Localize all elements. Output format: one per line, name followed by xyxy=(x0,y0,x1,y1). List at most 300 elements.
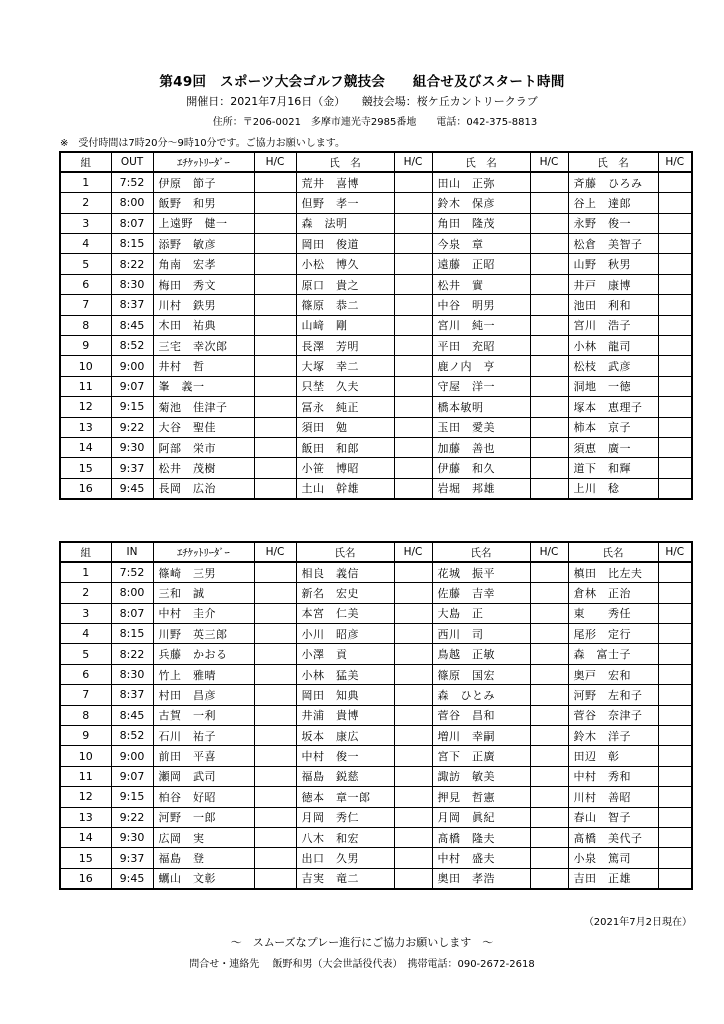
group-number-cell: 3 xyxy=(60,603,111,623)
handicap-cell xyxy=(394,458,432,478)
handicap-cell xyxy=(254,827,296,847)
handicap-cell xyxy=(394,376,432,396)
table-row xyxy=(60,437,692,457)
player-name-cell: 井戸 康博 xyxy=(568,274,658,294)
column-header: H/C xyxy=(254,542,296,562)
column-header: 氏 名 xyxy=(568,152,658,172)
handicap-cell xyxy=(394,644,432,664)
leader-name-cell: 前田 平喜 xyxy=(153,746,254,766)
table-row xyxy=(60,213,692,233)
tee-time-cell: 8:45 xyxy=(111,705,153,725)
event-date-venue: 開催日：2021年7月16日（金） 競技会場：桜ケ丘カントリークラブ xyxy=(186,95,538,108)
player-name-cell: 大塚 幸二 xyxy=(296,356,394,376)
table-row xyxy=(60,417,692,437)
group-number-cell: 16 xyxy=(60,868,111,888)
leader-name-cell: 松井 茂樹 xyxy=(153,458,254,478)
handicap-cell xyxy=(658,705,692,725)
player-name-cell: 井浦 貴博 xyxy=(296,705,394,725)
player-name-cell: 吉田 正雄 xyxy=(568,868,658,888)
group-number-cell: 12 xyxy=(60,787,111,807)
handicap-cell xyxy=(254,807,296,827)
group-number-cell: 4 xyxy=(60,234,111,254)
leader-name-cell: 峯 義一 xyxy=(153,376,254,396)
tee-time-cell: 9:22 xyxy=(111,807,153,827)
tee-time-cell: 7:52 xyxy=(111,172,153,192)
handicap-cell xyxy=(394,397,432,417)
handicap-cell xyxy=(530,787,568,807)
handicap-cell xyxy=(530,213,568,233)
handicap-cell xyxy=(254,458,296,478)
table-row xyxy=(60,193,692,213)
group-number-cell: 2 xyxy=(60,193,111,213)
leader-name-cell: 竹上 雅晴 xyxy=(153,664,254,684)
handicap-cell xyxy=(254,766,296,786)
tee-time-cell: 8:52 xyxy=(111,336,153,356)
player-name-cell: 東 秀任 xyxy=(568,603,658,623)
column-header: 氏名 xyxy=(432,542,530,562)
player-name-cell: 本宮 仁美 xyxy=(296,603,394,623)
player-name-cell: 尾形 定行 xyxy=(568,624,658,644)
handicap-cell xyxy=(394,234,432,254)
group-number-cell: 15 xyxy=(60,848,111,868)
handicap-cell xyxy=(658,746,692,766)
handicap-cell xyxy=(254,583,296,603)
column-header: 氏 名 xyxy=(296,152,394,172)
leader-name-cell: 蠣山 文彰 xyxy=(153,868,254,888)
group-number-cell: 8 xyxy=(60,315,111,335)
handicap-cell xyxy=(254,603,296,623)
player-name-cell: 中村 盛夫 xyxy=(432,848,530,868)
table-row xyxy=(60,848,692,868)
tee-time-cell: 9:37 xyxy=(111,458,153,478)
tee-time-cell: 9:00 xyxy=(111,746,153,766)
column-header: 氏名 xyxy=(568,542,658,562)
handicap-cell xyxy=(530,624,568,644)
handicap-cell xyxy=(530,685,568,705)
in-table-body xyxy=(60,562,692,888)
handicap-cell xyxy=(254,705,296,725)
column-header: 氏名 xyxy=(296,542,394,562)
table-row xyxy=(60,827,692,847)
tee-time-cell: 8:00 xyxy=(111,193,153,213)
player-name-cell: 只埜 久夫 xyxy=(296,376,394,396)
handicap-cell xyxy=(254,562,296,582)
player-name-cell: 奥戸 宏和 xyxy=(568,664,658,684)
table-row xyxy=(60,478,692,498)
player-name-cell: 西川 司 xyxy=(432,624,530,644)
handicap-cell xyxy=(394,315,432,335)
player-name-cell: 須恵 廣一 xyxy=(568,437,658,457)
leader-name-cell: 井村 哲 xyxy=(153,356,254,376)
handicap-cell xyxy=(394,624,432,644)
tee-time-cell: 8:52 xyxy=(111,726,153,746)
handicap-cell xyxy=(254,685,296,705)
handicap-cell xyxy=(394,213,432,233)
leader-name-cell: 長岡 広治 xyxy=(153,478,254,498)
handicap-cell xyxy=(394,726,432,746)
handicap-cell xyxy=(254,437,296,457)
tee-time-cell: 9:30 xyxy=(111,827,153,847)
column-header: 組 xyxy=(60,152,111,172)
player-name-cell: 松枝 武彦 xyxy=(568,356,658,376)
player-name-cell: 伊藤 和久 xyxy=(432,458,530,478)
column-header: H/C xyxy=(658,542,692,562)
group-number-cell: 7 xyxy=(60,295,111,315)
group-number-cell: 9 xyxy=(60,726,111,746)
handicap-cell xyxy=(254,397,296,417)
leader-name-cell: 篠崎 三男 xyxy=(153,562,254,582)
leader-name-cell: 村田 昌彦 xyxy=(153,685,254,705)
handicap-cell xyxy=(254,193,296,213)
player-name-cell: 菅谷 奈津子 xyxy=(568,705,658,725)
group-number-cell: 2 xyxy=(60,583,111,603)
player-name-cell: 八木 和宏 xyxy=(296,827,394,847)
handicap-cell xyxy=(394,356,432,376)
handicap-cell xyxy=(658,193,692,213)
player-name-cell: 鹿ノ内 亨 xyxy=(432,356,530,376)
page-title: 第49回 スポーツ大会ゴルフ競技会 組合せ及びスタート時間 xyxy=(159,74,565,90)
player-name-cell: 篠原 国宏 xyxy=(432,664,530,684)
leader-name-cell: 柏谷 好昭 xyxy=(153,787,254,807)
player-name-cell: 福島 鋭慈 xyxy=(296,766,394,786)
player-name-cell: 倉林 正治 xyxy=(568,583,658,603)
handicap-cell xyxy=(658,664,692,684)
handicap-cell xyxy=(254,172,296,192)
leader-name-cell: 添野 敏彦 xyxy=(153,234,254,254)
tee-time-cell: 9:22 xyxy=(111,417,153,437)
leader-name-cell: 瀬岡 武司 xyxy=(153,766,254,786)
player-name-cell: 但野 孝一 xyxy=(296,193,394,213)
player-name-cell: 髙橋 隆夫 xyxy=(432,827,530,847)
group-number-cell: 6 xyxy=(60,664,111,684)
player-name-cell: 柿本 京子 xyxy=(568,417,658,437)
tee-time-cell: 9:30 xyxy=(111,437,153,457)
handicap-cell xyxy=(254,234,296,254)
handicap-cell xyxy=(394,746,432,766)
leader-name-cell: 大谷 聖佳 xyxy=(153,417,254,437)
player-name-cell: 岡田 知典 xyxy=(296,685,394,705)
handicap-cell xyxy=(658,458,692,478)
leader-name-cell: 河野 一郎 xyxy=(153,807,254,827)
group-number-cell: 13 xyxy=(60,417,111,437)
player-name-cell: 松倉 美智子 xyxy=(568,234,658,254)
handicap-cell xyxy=(658,827,692,847)
group-number-cell: 5 xyxy=(60,644,111,664)
handicap-cell xyxy=(530,274,568,294)
group-number-cell: 14 xyxy=(60,827,111,847)
handicap-cell xyxy=(254,746,296,766)
table-row xyxy=(60,274,692,294)
group-number-cell: 16 xyxy=(60,478,111,498)
handicap-cell xyxy=(530,705,568,725)
handicap-cell xyxy=(394,274,432,294)
table-row xyxy=(60,376,692,396)
player-name-cell: 斉藤 ひろみ xyxy=(568,172,658,192)
handicap-cell xyxy=(530,417,568,437)
column-header: OUT xyxy=(111,152,153,172)
group-number-cell: 11 xyxy=(60,766,111,786)
handicap-cell xyxy=(530,868,568,888)
handicap-cell xyxy=(530,603,568,623)
handicap-cell xyxy=(254,478,296,498)
handicap-cell xyxy=(658,766,692,786)
handicap-cell xyxy=(530,644,568,664)
group-number-cell: 13 xyxy=(60,807,111,827)
handicap-cell xyxy=(658,787,692,807)
player-name-cell: 吉実 竜二 xyxy=(296,868,394,888)
handicap-cell xyxy=(394,827,432,847)
player-name-cell: 川村 善昭 xyxy=(568,787,658,807)
tee-time-cell: 8:07 xyxy=(111,603,153,623)
handicap-cell xyxy=(530,848,568,868)
handicap-cell xyxy=(530,664,568,684)
handicap-cell xyxy=(394,766,432,786)
player-name-cell: 今泉 章 xyxy=(432,234,530,254)
handicap-cell xyxy=(394,787,432,807)
handicap-cell xyxy=(254,787,296,807)
table-row xyxy=(60,685,692,705)
tee-time-cell: 9:15 xyxy=(111,397,153,417)
out-table-header xyxy=(60,152,692,172)
leader-name-cell: 上遠野 健一 xyxy=(153,213,254,233)
player-name-cell: 守屋 洋一 xyxy=(432,376,530,396)
table-row xyxy=(60,562,692,582)
player-name-cell: 塚本 恵理子 xyxy=(568,397,658,417)
handicap-cell xyxy=(254,664,296,684)
player-name-cell: 春山 智子 xyxy=(568,807,658,827)
group-number-cell: 8 xyxy=(60,705,111,725)
group-number-cell: 7 xyxy=(60,685,111,705)
handicap-cell xyxy=(530,827,568,847)
tee-time-cell: 8:00 xyxy=(111,583,153,603)
as-of-date: （2021年7月2日現在） xyxy=(583,917,692,928)
player-name-cell: 小川 昭彦 xyxy=(296,624,394,644)
column-header: H/C xyxy=(658,152,692,172)
handicap-cell xyxy=(254,376,296,396)
player-name-cell: 新名 宏史 xyxy=(296,583,394,603)
handicap-cell xyxy=(530,356,568,376)
table-row xyxy=(60,705,692,725)
group-number-cell: 1 xyxy=(60,172,111,192)
handicap-cell xyxy=(658,254,692,274)
handicap-cell xyxy=(394,336,432,356)
table-row xyxy=(60,644,692,664)
player-name-cell: 大島 正 xyxy=(432,603,530,623)
player-name-cell: 小林 猛美 xyxy=(296,664,394,684)
handicap-cell xyxy=(394,193,432,213)
tee-time-cell: 8:37 xyxy=(111,295,153,315)
handicap-cell xyxy=(394,478,432,498)
leader-name-cell: 福島 登 xyxy=(153,848,254,868)
tee-time-cell: 9:45 xyxy=(111,868,153,888)
handicap-cell xyxy=(394,603,432,623)
handicap-cell xyxy=(530,726,568,746)
handicap-cell xyxy=(254,624,296,644)
handicap-cell xyxy=(658,274,692,294)
player-name-cell: 森 富士子 xyxy=(568,644,658,664)
table-row xyxy=(60,603,692,623)
venue-address-phone: 住所：〒206-0021 多摩市連光寺2985番地 電話：042-375-8813 xyxy=(212,117,538,128)
table-row xyxy=(60,254,692,274)
player-name-cell: 森 法明 xyxy=(296,213,394,233)
tee-time-cell: 9:45 xyxy=(111,478,153,498)
player-name-cell: 月岡 秀仁 xyxy=(296,807,394,827)
table-row xyxy=(60,766,692,786)
tee-time-cell: 8:07 xyxy=(111,213,153,233)
column-header: H/C xyxy=(530,152,568,172)
player-name-cell: 須田 勉 xyxy=(296,417,394,437)
column-header: ｴﾁｹｯﾄﾘｰﾀﾞｰ xyxy=(153,152,254,172)
group-number-cell: 15 xyxy=(60,458,111,478)
player-name-cell: 冨永 純正 xyxy=(296,397,394,417)
handicap-cell xyxy=(658,376,692,396)
player-name-cell: 加藤 善也 xyxy=(432,437,530,457)
player-name-cell: 小笹 博昭 xyxy=(296,458,394,478)
handicap-cell xyxy=(658,583,692,603)
handicap-cell xyxy=(530,766,568,786)
column-header: 氏 名 xyxy=(432,152,530,172)
handicap-cell xyxy=(530,295,568,315)
handicap-cell xyxy=(254,356,296,376)
handicap-cell xyxy=(394,807,432,827)
player-name-cell: 鈴木 保彦 xyxy=(432,193,530,213)
handicap-cell xyxy=(658,397,692,417)
leader-name-cell: 木田 祐典 xyxy=(153,315,254,335)
handicap-cell xyxy=(658,315,692,335)
tee-time-cell: 8:30 xyxy=(111,664,153,684)
handicap-cell xyxy=(658,562,692,582)
table-row xyxy=(60,624,692,644)
group-number-cell: 5 xyxy=(60,254,111,274)
player-name-cell: 宮川 浩子 xyxy=(568,315,658,335)
column-header: 組 xyxy=(60,542,111,562)
table-row xyxy=(60,664,692,684)
handicap-cell xyxy=(394,868,432,888)
leader-name-cell: 兵藤 かおる xyxy=(153,644,254,664)
player-name-cell: 山﨑 剛 xyxy=(296,315,394,335)
handicap-cell xyxy=(254,274,296,294)
table-row xyxy=(60,458,692,478)
player-name-cell: 池田 利和 xyxy=(568,295,658,315)
group-number-cell: 6 xyxy=(60,274,111,294)
handicap-cell xyxy=(394,295,432,315)
in-course-table xyxy=(59,541,693,890)
tee-time-cell: 8:22 xyxy=(111,644,153,664)
handicap-cell xyxy=(658,685,692,705)
handicap-cell xyxy=(658,437,692,457)
player-name-cell: 出口 久男 xyxy=(296,848,394,868)
leader-name-cell: 石川 祐子 xyxy=(153,726,254,746)
leader-name-cell: 阿部 栄市 xyxy=(153,437,254,457)
handicap-cell xyxy=(254,644,296,664)
handicap-cell xyxy=(394,254,432,274)
column-header: H/C xyxy=(394,152,432,172)
leader-name-cell: 梅田 秀文 xyxy=(153,274,254,294)
handicap-cell xyxy=(530,193,568,213)
player-name-cell: 篠原 恭二 xyxy=(296,295,394,315)
handicap-cell xyxy=(658,356,692,376)
tee-time-cell: 8:15 xyxy=(111,624,153,644)
in-table-header xyxy=(60,542,692,562)
player-name-cell: 田辺 彰 xyxy=(568,746,658,766)
table-row xyxy=(60,397,692,417)
leader-name-cell: 飯野 和男 xyxy=(153,193,254,213)
player-name-cell: 鳥越 正敏 xyxy=(432,644,530,664)
player-name-cell: 原口 貴之 xyxy=(296,274,394,294)
handicap-cell xyxy=(394,562,432,582)
handicap-cell xyxy=(658,848,692,868)
tee-time-cell: 9:15 xyxy=(111,787,153,807)
table-row xyxy=(60,234,692,254)
player-name-cell: 平田 充昭 xyxy=(432,336,530,356)
player-name-cell: 宮下 正廣 xyxy=(432,746,530,766)
column-header: H/C xyxy=(254,152,296,172)
handicap-cell xyxy=(254,254,296,274)
group-number-cell: 4 xyxy=(60,624,111,644)
player-name-cell: 橋本敏明 xyxy=(432,397,530,417)
player-name-cell: 遠藤 正昭 xyxy=(432,254,530,274)
handicap-cell xyxy=(394,685,432,705)
handicap-cell xyxy=(394,172,432,192)
handicap-cell xyxy=(530,172,568,192)
player-name-cell: 岡田 俊道 xyxy=(296,234,394,254)
handicap-cell xyxy=(658,172,692,192)
table-row xyxy=(60,787,692,807)
column-header: ｴﾁｹｯﾄﾘｰﾀﾞｰ xyxy=(153,542,254,562)
handicap-cell xyxy=(530,746,568,766)
tee-time-cell: 9:07 xyxy=(111,766,153,786)
leader-name-cell: 川村 鉄男 xyxy=(153,295,254,315)
handicap-cell xyxy=(658,478,692,498)
player-name-cell: 槙田 比左夫 xyxy=(568,562,658,582)
handicap-cell xyxy=(254,213,296,233)
leader-name-cell: 三和 誠 xyxy=(153,583,254,603)
handicap-cell xyxy=(254,726,296,746)
group-number-cell: 10 xyxy=(60,356,111,376)
player-name-cell: 小泉 篤司 xyxy=(568,848,658,868)
handicap-cell xyxy=(530,397,568,417)
player-name-cell: 押見 哲憲 xyxy=(432,787,530,807)
player-name-cell: 鈴木 洋子 xyxy=(568,726,658,746)
player-name-cell: 徳本 章一郎 xyxy=(296,787,394,807)
handicap-cell xyxy=(530,437,568,457)
handicap-cell xyxy=(394,705,432,725)
handicap-cell xyxy=(530,234,568,254)
group-number-cell: 9 xyxy=(60,336,111,356)
out-course-table xyxy=(59,151,693,500)
player-name-cell: 岩堀 邦雄 xyxy=(432,478,530,498)
table-row xyxy=(60,315,692,335)
tee-time-cell: 8:22 xyxy=(111,254,153,274)
handicap-cell xyxy=(658,234,692,254)
group-number-cell: 12 xyxy=(60,397,111,417)
handicap-cell xyxy=(254,417,296,437)
handicap-cell xyxy=(530,254,568,274)
handicap-cell xyxy=(658,644,692,664)
player-name-cell: 髙橋 美代子 xyxy=(568,827,658,847)
player-name-cell: 河野 左和子 xyxy=(568,685,658,705)
leader-name-cell: 中村 圭介 xyxy=(153,603,254,623)
player-name-cell: 飯田 和郎 xyxy=(296,437,394,457)
table-row xyxy=(60,868,692,888)
handicap-cell xyxy=(530,807,568,827)
column-header: IN xyxy=(111,542,153,562)
handicap-cell xyxy=(530,562,568,582)
group-number-cell: 10 xyxy=(60,746,111,766)
handicap-cell xyxy=(658,603,692,623)
handicap-cell xyxy=(658,726,692,746)
player-name-cell: 田山 正弥 xyxy=(432,172,530,192)
